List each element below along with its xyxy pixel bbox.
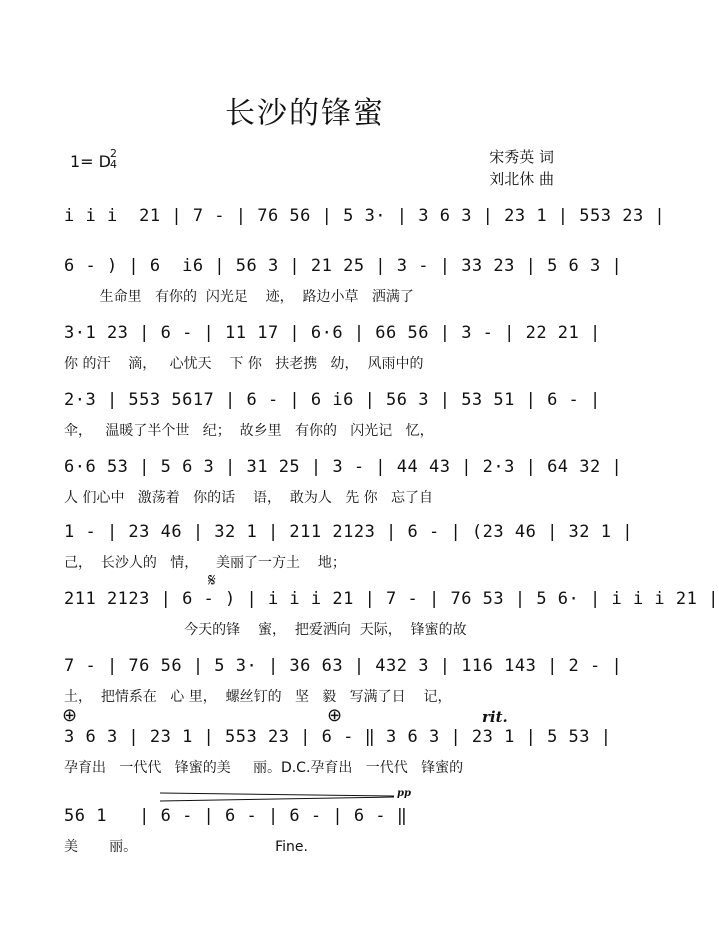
ritardando-mark: rit. [482, 708, 508, 726]
composer-credit: 刘北休 曲 [489, 170, 554, 188]
score-line-10 [64, 806, 554, 866]
coda-mark-left: ⊕ [62, 705, 78, 726]
score-line-6 [64, 522, 633, 582]
lyricist-credit: 宋秀英 词 [489, 148, 554, 166]
score-line-8 [64, 656, 623, 716]
segno-mark: 𝄋 [208, 570, 216, 591]
score-line-4 [64, 390, 601, 450]
notation-row: 3·1 23 | 6 - | 11 17 | 6·6 | 66 56 | 3 - | 22 21 | [64, 323, 601, 343]
lyrics-row: 人 们心中 激荡着 你的话 语， 敢为人 先 你 忘了自 [64, 490, 434, 506]
score-line-2 [64, 256, 623, 316]
song-title: 长沙的锋蜜 [225, 96, 385, 131]
lyrics-row: 伞， 温暖了半个世 纪； 故乡里 有你的 闪光记 忆， [64, 423, 434, 439]
lyrics-row [64, 236, 554, 258]
notation-row: 7 - | 76 56 | 5 3· | 36 63 | 432 3 | 116 143 | 2 - | [64, 656, 623, 676]
notation-row: 6 - ) | 6 i6 | 56 3 | 21 25 | 3 - | 33 23 | 5 6 3 | [64, 256, 623, 276]
notation-row: 6·6 53 | 5 6 3 | 31 25 | 3 - | 44 43 | 2·3 | 64 32 | [64, 457, 623, 477]
decrescendo-hairpin [160, 792, 396, 802]
score-line-5 [64, 457, 623, 517]
notation-row: 3 6 3 | 23 1 | 553 23 | 6 - ‖ 3 6 3 | 23 1 | 5 53 | [64, 727, 612, 747]
score-line-9 [64, 727, 612, 787]
lyrics-row: 今天的锋 蜜， 把爱洒向 天际， 锋蜜的故 [64, 622, 467, 638]
score-line-7 [64, 589, 719, 649]
lyrics-row: 孕育出 一代代 锋蜜的美 丽。D.C.孕育出 一代代 锋蜜的 [64, 760, 464, 776]
lyrics-row: 己， 长沙人的 情， 美丽了一方土 地； [64, 555, 346, 571]
lyrics-row: 美 丽。 Fine. [64, 839, 308, 855]
notation-row: 2·3 | 553 5617 | 6 - | 6 i6 | 56 3 | 53 51 | 6 - | [64, 390, 601, 410]
lyrics-row: 土， 把情系在 心 里， 螺丝钉的 坚 毅 写满了日 记， [64, 689, 452, 705]
lyrics-row: 你 的汗 滴， 心忧天 下 你 扶老携 幼， 风雨中的 [64, 356, 424, 372]
score-line-3 [64, 323, 601, 383]
time-signature-top: 2 [110, 147, 117, 160]
lyrics-row: 生命里 有你的 闪光足 迹， 路边小草 洒满了 [64, 289, 414, 305]
notation-row: 211 2123 | 6 - ) | i i i 21 | 7 - | 76 53 | 5 6· | i i i 21 | [64, 589, 719, 609]
coda-mark-right: ⊕ [327, 705, 343, 726]
pianissimo-mark: pp [397, 788, 411, 799]
time-signature [110, 148, 117, 170]
notation-row: 56 1 | 6 - | 6 - | 6 - | 6 - ‖ [64, 806, 408, 826]
notation-row: i i i 21 | 7 - | 76 56 | 5 3· | 3 6 3 | 23 1 | 553 23 | [64, 206, 666, 226]
key-signature: 1= D [70, 152, 111, 171]
notation-row: 1 - | 23 46 | 32 1 | 211 2123 | 6 - | (23 46 | 32 1 | [64, 522, 633, 542]
time-signature-bottom: 4 [110, 158, 117, 171]
